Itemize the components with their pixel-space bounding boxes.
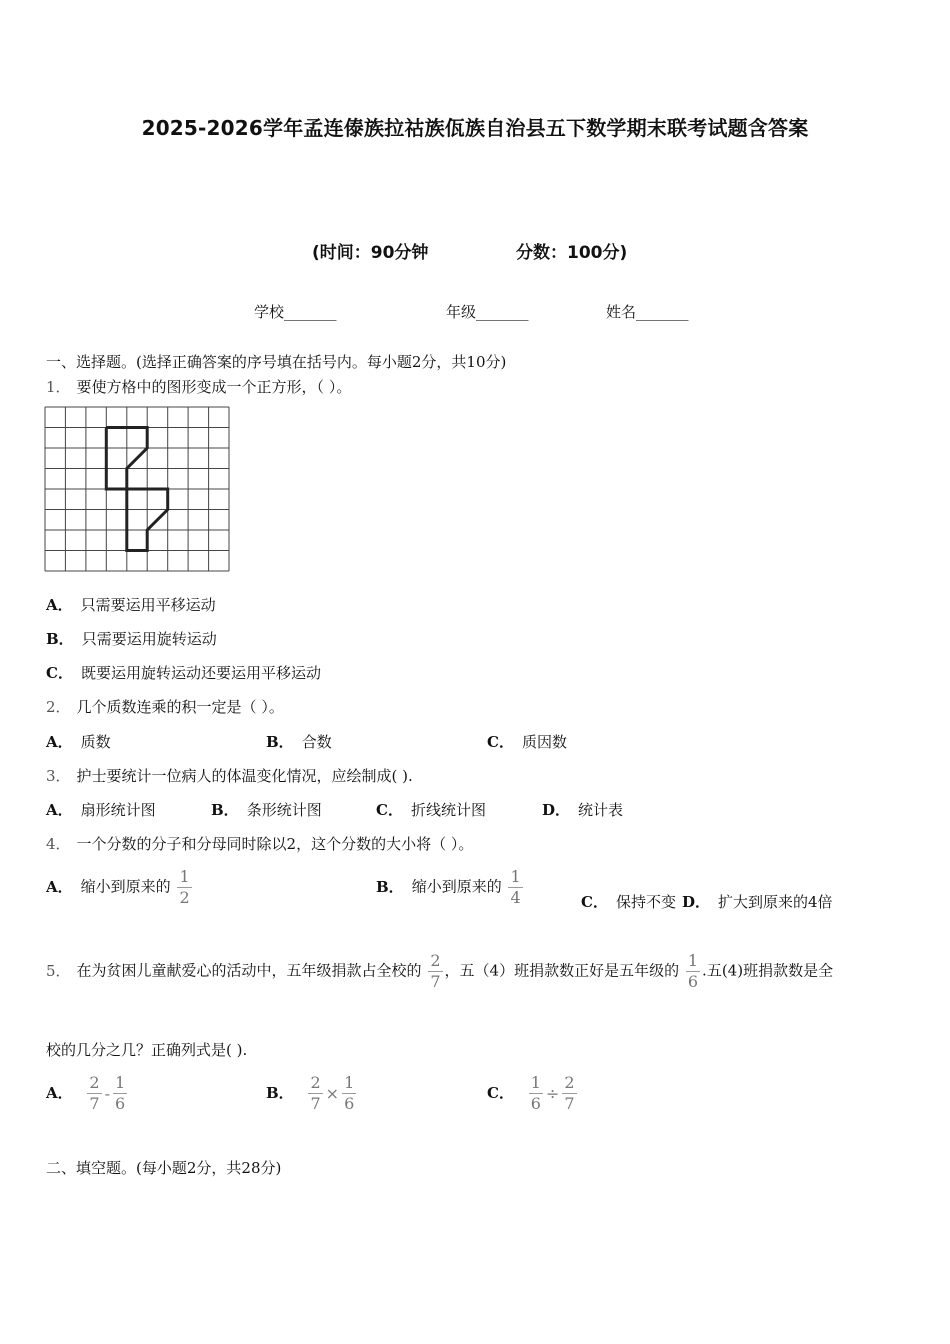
numerator: 1 bbox=[510, 867, 521, 886]
option-letter: B． bbox=[266, 1083, 294, 1102]
option-letter: A． bbox=[46, 733, 73, 751]
numerator: 1 bbox=[687, 951, 699, 970]
denominator: 7 bbox=[430, 972, 441, 991]
question-text: 在为贫困儿童献爱心的活动中，五年级捐款占全校的 bbox=[76, 961, 422, 980]
q2-option-b[interactable] bbox=[266, 731, 332, 752]
option-letter: A． bbox=[46, 1083, 73, 1102]
score-label: 分数：100分) bbox=[516, 243, 628, 263]
numerator: 2 bbox=[310, 1073, 321, 1092]
fraction bbox=[428, 951, 442, 992]
question-2 bbox=[46, 696, 284, 717]
option-text: 保持不变 bbox=[615, 893, 676, 911]
q5-option-c[interactable] bbox=[487, 1073, 579, 1114]
option-text: 条形统计图 bbox=[246, 801, 322, 819]
denominator: 2 bbox=[179, 888, 190, 907]
fraction bbox=[87, 1073, 101, 1114]
fraction bbox=[508, 867, 522, 908]
question-number: 3． bbox=[46, 767, 71, 785]
question-text: ，五（4）班捐款数正好是五年级的 bbox=[444, 961, 680, 980]
option-letter: C． bbox=[487, 733, 514, 751]
denominator: 6 bbox=[530, 1094, 541, 1113]
question-number: 5． bbox=[46, 961, 71, 980]
question-number: 2． bbox=[46, 698, 71, 716]
q4-option-c[interactable] bbox=[581, 891, 676, 912]
question-5-continued: 校的几分之几？正确列式是( ). bbox=[46, 1041, 248, 1059]
square-grid-figure bbox=[44, 406, 232, 574]
multiply-operator: × bbox=[325, 1084, 340, 1103]
question-number: 4． bbox=[46, 835, 71, 853]
question-1 bbox=[46, 376, 351, 397]
option-letter: A． bbox=[46, 801, 73, 819]
numerator: 1 bbox=[530, 1073, 541, 1092]
minus-operator: - bbox=[104, 1084, 111, 1103]
option-text: 只需要运用旋转运动 bbox=[81, 630, 217, 648]
name-field: 姓名_______ bbox=[606, 303, 689, 321]
option-text: 质数 bbox=[80, 733, 111, 751]
question-text: 护士要统计一位病人的体温变化情况，应绘制成( ). bbox=[76, 767, 413, 785]
fraction bbox=[562, 1073, 576, 1114]
school-field: 学校_______ bbox=[254, 303, 337, 321]
option-letter: D． bbox=[542, 801, 571, 819]
option-letter: C． bbox=[487, 1083, 514, 1102]
q4-option-d[interactable] bbox=[682, 891, 833, 912]
fraction bbox=[308, 1073, 322, 1114]
numerator: 2 bbox=[89, 1073, 100, 1092]
option-letter: B． bbox=[376, 877, 404, 896]
q1-option-a[interactable] bbox=[46, 594, 216, 615]
option-text: 合数 bbox=[301, 733, 332, 751]
denominator: 4 bbox=[510, 888, 521, 907]
question-text: .五(4)班捐款数是全 bbox=[702, 961, 834, 980]
q3-option-b[interactable] bbox=[211, 799, 322, 820]
q4-option-a[interactable] bbox=[46, 867, 194, 908]
denominator: 7 bbox=[564, 1094, 575, 1113]
question-3 bbox=[46, 765, 413, 786]
option-letter: C． bbox=[581, 893, 608, 911]
option-letter: C． bbox=[46, 664, 73, 682]
q5-option-b[interactable] bbox=[266, 1073, 358, 1114]
option-text: 折线统计图 bbox=[410, 801, 486, 819]
q1-option-b[interactable] bbox=[46, 628, 217, 649]
fraction bbox=[177, 867, 191, 908]
option-text: 只需要运用平移运动 bbox=[80, 596, 216, 614]
option-text: 扩大到原来的4倍 bbox=[718, 893, 833, 911]
fraction bbox=[529, 1073, 543, 1114]
grade-field: 年级_______ bbox=[446, 303, 529, 321]
option-text: 扇形统计图 bbox=[80, 801, 156, 819]
q2-option-c[interactable] bbox=[487, 731, 567, 752]
denominator: 7 bbox=[89, 1094, 100, 1113]
q3-option-d[interactable] bbox=[542, 799, 623, 820]
q2-option-a[interactable] bbox=[46, 731, 111, 752]
option-letter: A． bbox=[46, 596, 73, 614]
option-text: 缩小到原来的 bbox=[411, 877, 502, 896]
option-letter: B． bbox=[266, 733, 294, 751]
option-letter: B． bbox=[46, 630, 74, 648]
page-title: 2025-2026学年孟连傣族拉祜族佤族自治县五下数学期末联考试题含答案 bbox=[141, 116, 809, 140]
option-letter: B． bbox=[211, 801, 239, 819]
option-letter: A． bbox=[46, 877, 73, 896]
question-text: 要使方格中的图形变成一个正方形，（ ）。 bbox=[76, 378, 352, 396]
numerator: 2 bbox=[430, 951, 441, 970]
question-text: 几个质数连乘的积一定是（ ）。 bbox=[76, 698, 284, 716]
q3-option-c[interactable] bbox=[376, 799, 486, 820]
question-5 bbox=[46, 951, 833, 992]
option-text: 统计表 bbox=[578, 801, 624, 819]
question-number: 1． bbox=[46, 378, 71, 396]
denominator: 6 bbox=[344, 1094, 355, 1113]
denominator: 6 bbox=[115, 1094, 126, 1113]
numerator: 1 bbox=[115, 1073, 126, 1092]
numerator: 2 bbox=[564, 1073, 575, 1092]
divide-operator: ÷ bbox=[545, 1084, 560, 1103]
numerator: 1 bbox=[179, 867, 190, 886]
question-4 bbox=[46, 833, 473, 854]
time-label: (时间：90分钟 bbox=[312, 243, 429, 263]
fraction bbox=[342, 1073, 356, 1114]
fraction bbox=[113, 1073, 127, 1114]
q5-option-a[interactable] bbox=[46, 1073, 129, 1114]
q4-option-b[interactable] bbox=[376, 867, 525, 908]
fraction bbox=[686, 951, 700, 992]
section-heading-choice: 一、选择题。(选择正确答案的序号填在括号内。每小题2分，共10分) bbox=[46, 353, 507, 371]
q3-option-a[interactable] bbox=[46, 799, 156, 820]
question-text: 一个分数的分子和分母同时除以2，这个分数的大小将（ ）。 bbox=[76, 835, 474, 853]
numerator: 1 bbox=[344, 1073, 355, 1092]
option-letter: C． bbox=[376, 801, 403, 819]
q1-option-c[interactable] bbox=[46, 662, 321, 683]
option-text: 缩小到原来的 bbox=[80, 877, 171, 896]
option-text: 既要运用旋转运动还要运用平移运动 bbox=[80, 664, 321, 682]
denominator: 6 bbox=[687, 972, 699, 991]
option-text: 质因数 bbox=[521, 733, 567, 751]
denominator: 7 bbox=[310, 1094, 321, 1113]
section-heading-fill: 二、填空题。(每小题2分，共28分) bbox=[46, 1159, 282, 1177]
option-letter: D． bbox=[682, 893, 711, 911]
